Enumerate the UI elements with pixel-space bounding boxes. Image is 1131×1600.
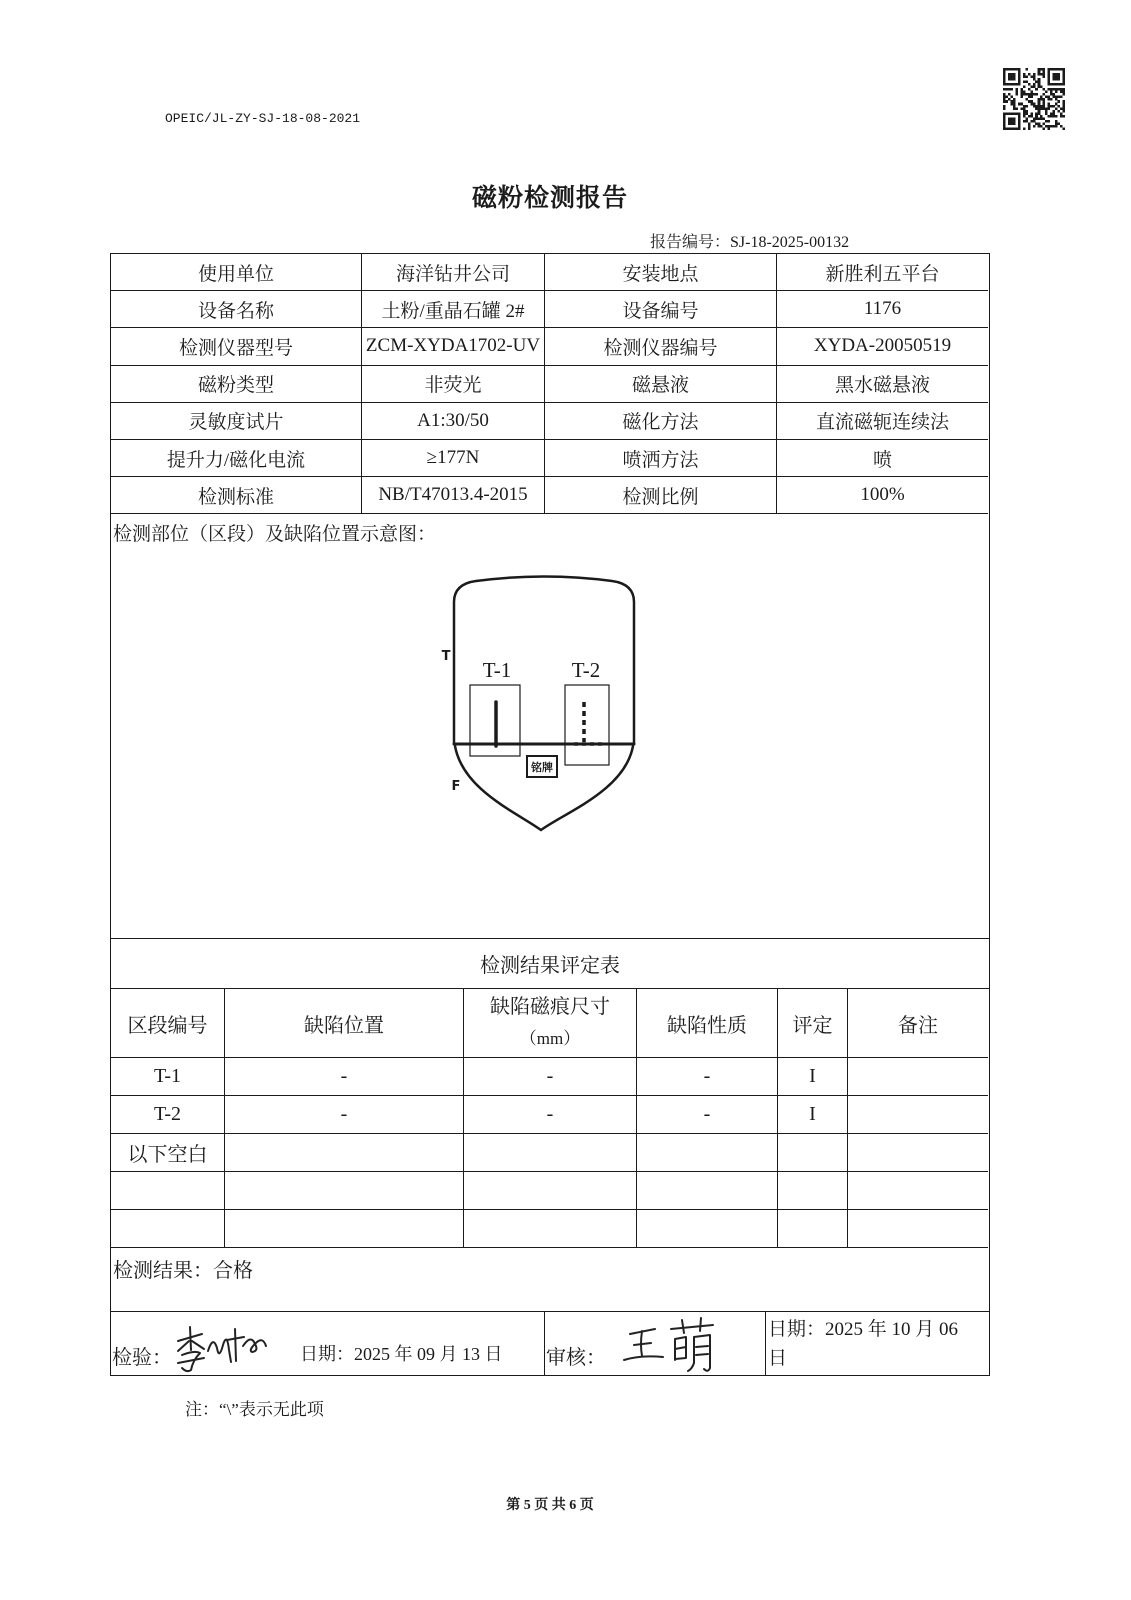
- lift-force-label: 提升力/磁化电流: [111, 440, 362, 477]
- remarks-cell: [848, 1210, 988, 1248]
- inspection-diagram-section: [111, 514, 989, 939]
- spray-method-label: 喷洒方法: [545, 440, 777, 477]
- reviewer-label: 审核：: [546, 1347, 606, 1370]
- inspection-ratio-label: 检测比例: [545, 477, 777, 514]
- defect-size-cell: [464, 1210, 637, 1248]
- section-no-cell: [111, 1172, 225, 1210]
- instrument-model-value: ZCM-XYDA1702-UV: [362, 328, 545, 365]
- section-no-cell: T-1: [111, 1058, 225, 1096]
- report-form: [110, 253, 990, 1376]
- defect-location-cell: [225, 1172, 464, 1210]
- tank-cone: [455, 746, 633, 830]
- defect-size-cell: [464, 1134, 637, 1172]
- header-defect-size: [464, 989, 637, 1058]
- standard-value: NB/T47013.4-2015: [362, 477, 545, 514]
- header-defect-size-unit: （mm）: [519, 1029, 581, 1049]
- inspection-date: 日期：2025 年 09 月 13 日: [300, 1344, 503, 1365]
- test-piece-label: 灵敏度试片: [111, 403, 362, 440]
- top-label: T: [441, 649, 451, 665]
- section-t2-label: T-2: [571, 658, 601, 683]
- rating-cell: [778, 1172, 848, 1210]
- suspension-label: 磁悬液: [545, 366, 777, 403]
- defect-size-cell: -: [464, 1058, 637, 1096]
- instrument-no-label: 检测仪器编号: [545, 328, 777, 365]
- instrument-no-value: XYDA-20050519: [777, 328, 988, 365]
- defect-location-cell: -: [225, 1096, 464, 1134]
- defect-nature-cell: [637, 1172, 778, 1210]
- equipment-no-label: 设备编号: [545, 291, 777, 328]
- user-unit-label: 使用单位: [111, 254, 362, 291]
- section-t2-box: [565, 685, 609, 765]
- header-remarks: 备注: [848, 989, 988, 1058]
- inspection-conclusion: [111, 1248, 989, 1312]
- defect-nature-cell: -: [637, 1096, 778, 1134]
- rating-cell: I: [778, 1058, 848, 1096]
- tank-diagram: [111, 514, 988, 937]
- header-defect-location: 缺陷位置: [225, 989, 464, 1058]
- defect-location-cell: [225, 1134, 464, 1172]
- remarks-cell: [848, 1172, 988, 1210]
- standard-label: 检测标准: [111, 477, 362, 514]
- report-title: 磁粉检测报告: [471, 183, 628, 212]
- test-piece-value: A1:30/50: [362, 403, 545, 440]
- equipment-name-value: 土粉/重晶石罐 2#: [362, 291, 545, 328]
- tank-body: [454, 577, 634, 745]
- report-number-value: SJ-18-2025-00132: [730, 234, 850, 251]
- defect-nature-cell: -: [637, 1058, 778, 1096]
- inspector-signature: [173, 1320, 268, 1375]
- lift-force-value: ≥177N: [362, 440, 545, 477]
- install-location-value: 新胜利五平台: [777, 254, 988, 291]
- reviewer-cell: [545, 1312, 766, 1375]
- powder-type-value: 非荧光: [362, 366, 545, 403]
- bottom-label: F: [451, 779, 461, 795]
- equipment-no-value: 1176: [777, 291, 988, 328]
- conclusion-value: 合格: [213, 1260, 253, 1283]
- rating-cell: [778, 1210, 848, 1248]
- note: 注：“\”表示无此项: [185, 1400, 324, 1419]
- reviewer-signature: [620, 1315, 720, 1373]
- section-no-cell: 以下空白: [111, 1134, 225, 1172]
- spray-method-value: 喷: [777, 440, 988, 477]
- section-t1-label: T-1: [482, 658, 512, 683]
- header-rating: 评定: [778, 989, 848, 1058]
- inspector-cell: [111, 1312, 545, 1375]
- user-unit-value: 海洋钻井公司: [362, 254, 545, 291]
- nameplate-label: 铭牌: [531, 761, 553, 775]
- section-no-cell: [111, 1210, 225, 1248]
- review-date: 日期：2025 年 10 月 06 日: [768, 1319, 959, 1370]
- defect-nature-cell: [637, 1210, 778, 1248]
- review-date-cell: [766, 1312, 988, 1375]
- magnetization-method-label: 磁化方法: [545, 403, 777, 440]
- report-number: [650, 229, 849, 252]
- inspection-ratio-value: 100%: [777, 477, 988, 514]
- signature-row: [111, 1312, 989, 1375]
- report-number-label: 报告编号：: [650, 234, 731, 251]
- suspension-value: 黑水磁悬液: [777, 366, 988, 403]
- conclusion-label: 检测结果：: [113, 1260, 213, 1283]
- inspector-label: 检验：: [112, 1347, 172, 1370]
- qr-code: [1003, 68, 1065, 130]
- install-location-label: 安装地点: [545, 254, 777, 291]
- header-defect-nature: 缺陷性质: [637, 989, 778, 1058]
- remarks-cell: [848, 1058, 988, 1096]
- remarks-cell: [848, 1134, 988, 1172]
- powder-type-label: 磁粉类型: [111, 366, 362, 403]
- diagram-label: 检测部位（区段）及缺陷位置示意图：: [113, 524, 437, 546]
- page-number: 第 5 页 共 6 页: [506, 1498, 594, 1513]
- section-no-cell: T-2: [111, 1096, 225, 1134]
- results-table-title: 检测结果评定表: [111, 939, 989, 989]
- defect-nature-cell: [637, 1134, 778, 1172]
- defect-location-cell: [225, 1210, 464, 1248]
- instrument-model-label: 检测仪器型号: [111, 328, 362, 365]
- info-table: [111, 254, 989, 514]
- document-code: OPEIC/JL-ZY-SJ-18-08-2021: [165, 111, 361, 126]
- remarks-cell: [848, 1096, 988, 1134]
- magnetization-method-value: 直流磁轭连续法: [777, 403, 988, 440]
- header-defect-size-text: 缺陷磁痕尺寸: [490, 996, 610, 1019]
- rating-cell: [778, 1134, 848, 1172]
- defect-size-cell: -: [464, 1096, 637, 1134]
- defect-size-cell: [464, 1172, 637, 1210]
- defect-location-cell: -: [225, 1058, 464, 1096]
- results-table: [111, 989, 989, 1248]
- rating-cell: I: [778, 1096, 848, 1134]
- header-section-no: 区段编号: [111, 989, 225, 1058]
- equipment-name-label: 设备名称: [111, 291, 362, 328]
